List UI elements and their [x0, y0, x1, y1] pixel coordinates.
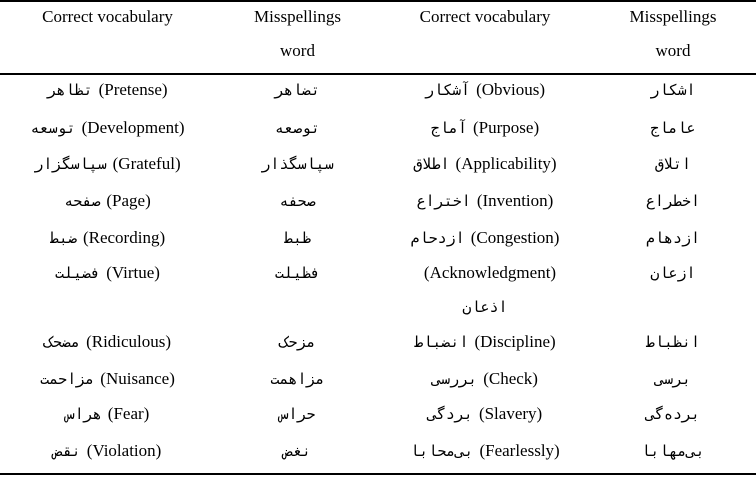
english-gloss: (Purpose) [473, 118, 540, 137]
correct-vocabulary-wrap [380, 297, 590, 317]
misspelling-cell [590, 191, 756, 211]
persian-word: توسعه [30, 119, 76, 137]
correct-vocabulary-cell [0, 404, 215, 424]
correct-vocabulary-cell [0, 80, 215, 100]
correct-vocabulary-cell [0, 118, 215, 138]
misspelling-cell [590, 441, 756, 461]
header-label: Correct vocabulary [42, 7, 173, 26]
misspelled-word: اتلاق [654, 155, 692, 173]
misspelled-word: برده‌گی [645, 405, 701, 423]
persian-word: سپاسگزار [34, 155, 107, 173]
persian-word: بررسی [432, 370, 478, 388]
persian-word: انضباط [414, 333, 469, 351]
persian-word: اذعان [462, 298, 508, 316]
header-label: Misspellings [254, 7, 341, 26]
misspelled-word: فظیلت [274, 264, 321, 282]
english-gloss: (Fear) [107, 404, 150, 423]
misspelled-word: حراس [279, 405, 316, 423]
correct-vocabulary-cell [380, 263, 600, 283]
english-gloss: (Discipline) [474, 332, 556, 351]
header-label: Correct vocabulary [419, 7, 551, 26]
correct-vocabulary-cell [380, 404, 590, 424]
persian-word: بی‌محابا [410, 442, 474, 460]
header-label: word [280, 41, 315, 60]
misspelling-cell [215, 441, 380, 461]
correct-vocabulary-cell [380, 228, 590, 248]
persian-word: اختراع [416, 192, 471, 210]
misspelling-cell [215, 332, 380, 352]
misspelling-cell [590, 228, 756, 248]
english-gloss: (Pretense) [98, 80, 168, 99]
misspelled-word: سپاسگذار [261, 155, 334, 173]
english-gloss: (Development) [81, 118, 185, 137]
persian-word: نقض [53, 442, 81, 460]
english-gloss: (Congestion) [470, 228, 560, 247]
correct-vocabulary-cell [0, 369, 215, 389]
english-gloss: (Obvious) [476, 80, 546, 99]
correct-vocabulary-cell [380, 441, 590, 461]
header-correct-vocabulary-2 [380, 0, 590, 70]
persian-word: مضحک [43, 333, 81, 351]
persian-word: مزاحمت [40, 370, 95, 388]
misspelled-word: نغض [283, 442, 312, 460]
english-gloss: (Acknowledgment) [423, 263, 557, 282]
persian-word: هراس [65, 405, 102, 423]
header-label: Misspellings [629, 7, 717, 26]
persian-word: اطلاق [413, 155, 450, 173]
misspelling-cell [215, 80, 380, 100]
misspelling-cell [590, 154, 756, 174]
english-gloss: (Page) [106, 191, 151, 210]
misspelled-word: مزاهمت [270, 370, 325, 388]
correct-vocabulary-cell [380, 332, 590, 352]
misspelling-cell [215, 228, 380, 248]
correct-vocabulary-cell [0, 441, 215, 461]
correct-vocabulary-cell [0, 228, 215, 248]
header-misspellings-2 [590, 0, 756, 70]
correct-vocabulary-cell [380, 154, 590, 174]
misspelling-cell [215, 404, 380, 424]
english-gloss: (Slavery) [478, 404, 543, 423]
misspelled-word: مزحک [279, 333, 316, 351]
misspelled-word: اخطراع [645, 192, 701, 210]
english-gloss: (Check) [483, 369, 538, 388]
header-correct-vocabulary-1 [0, 0, 215, 70]
header-label: word [655, 41, 691, 60]
persian-word: بردگی [427, 405, 473, 423]
misspelling-cell [215, 263, 380, 283]
misspelling-cell [215, 191, 380, 211]
misspelling-cell [590, 369, 756, 389]
persian-word: ضبط [49, 229, 77, 247]
persian-word: صفحه [64, 192, 101, 210]
english-gloss: (Fearlessly) [479, 441, 560, 460]
misspelling-cell [215, 118, 380, 138]
misspelling-cell [590, 263, 756, 283]
correct-vocabulary-cell [380, 80, 590, 100]
misspelling-cell [215, 369, 380, 389]
misspelled-word: ازعان [650, 264, 696, 282]
persian-word: ازدحام [410, 229, 465, 247]
english-gloss: (Grateful) [112, 154, 181, 173]
english-gloss: (Invention) [476, 191, 554, 210]
correct-vocabulary-cell [380, 369, 590, 389]
misspelled-word: تضاهر [274, 81, 321, 99]
correct-vocabulary-cell [0, 332, 215, 352]
persian-word: آماج [430, 119, 467, 137]
persian-word: فضیلت [55, 264, 101, 282]
misspelling-cell [590, 404, 756, 424]
misspelling-cell [590, 80, 756, 100]
misspelling-cell [215, 154, 380, 174]
correct-vocabulary-cell [380, 118, 590, 138]
correct-vocabulary-cell [380, 191, 590, 211]
english-gloss: (Violation) [86, 441, 162, 460]
header-misspellings-1 [215, 0, 380, 70]
misspelling-cell [590, 118, 756, 138]
misspelling-cell [590, 332, 756, 352]
correct-vocabulary-cell [0, 154, 215, 174]
misspelled-word: انظباط [645, 333, 701, 351]
misspelled-word: عاماج [650, 119, 696, 137]
english-gloss: (Recording) [82, 228, 166, 247]
misspelled-word: بی‌مهابا [641, 442, 705, 460]
correct-vocabulary-cell [0, 263, 215, 283]
persian-word: تظاهر [47, 81, 93, 99]
misspelled-word: برسی [654, 370, 692, 388]
misspelled-word: اشکار [650, 81, 696, 99]
english-gloss: (Ridiculous) [86, 332, 172, 351]
english-gloss: (Virtue) [106, 263, 160, 282]
misspelled-word: ظبط [283, 229, 312, 247]
misspelled-word: توصعه [274, 119, 321, 137]
misspelled-word: صحفه [279, 192, 316, 210]
persian-word: آشکار [424, 81, 471, 99]
header-rule [0, 73, 756, 75]
misspelled-word: ازدهام [645, 229, 701, 247]
correct-vocabulary-cell [0, 191, 215, 211]
english-gloss: (Nuisance) [100, 369, 175, 388]
bottom-rule [0, 473, 756, 475]
english-gloss: (Applicability) [455, 154, 557, 173]
